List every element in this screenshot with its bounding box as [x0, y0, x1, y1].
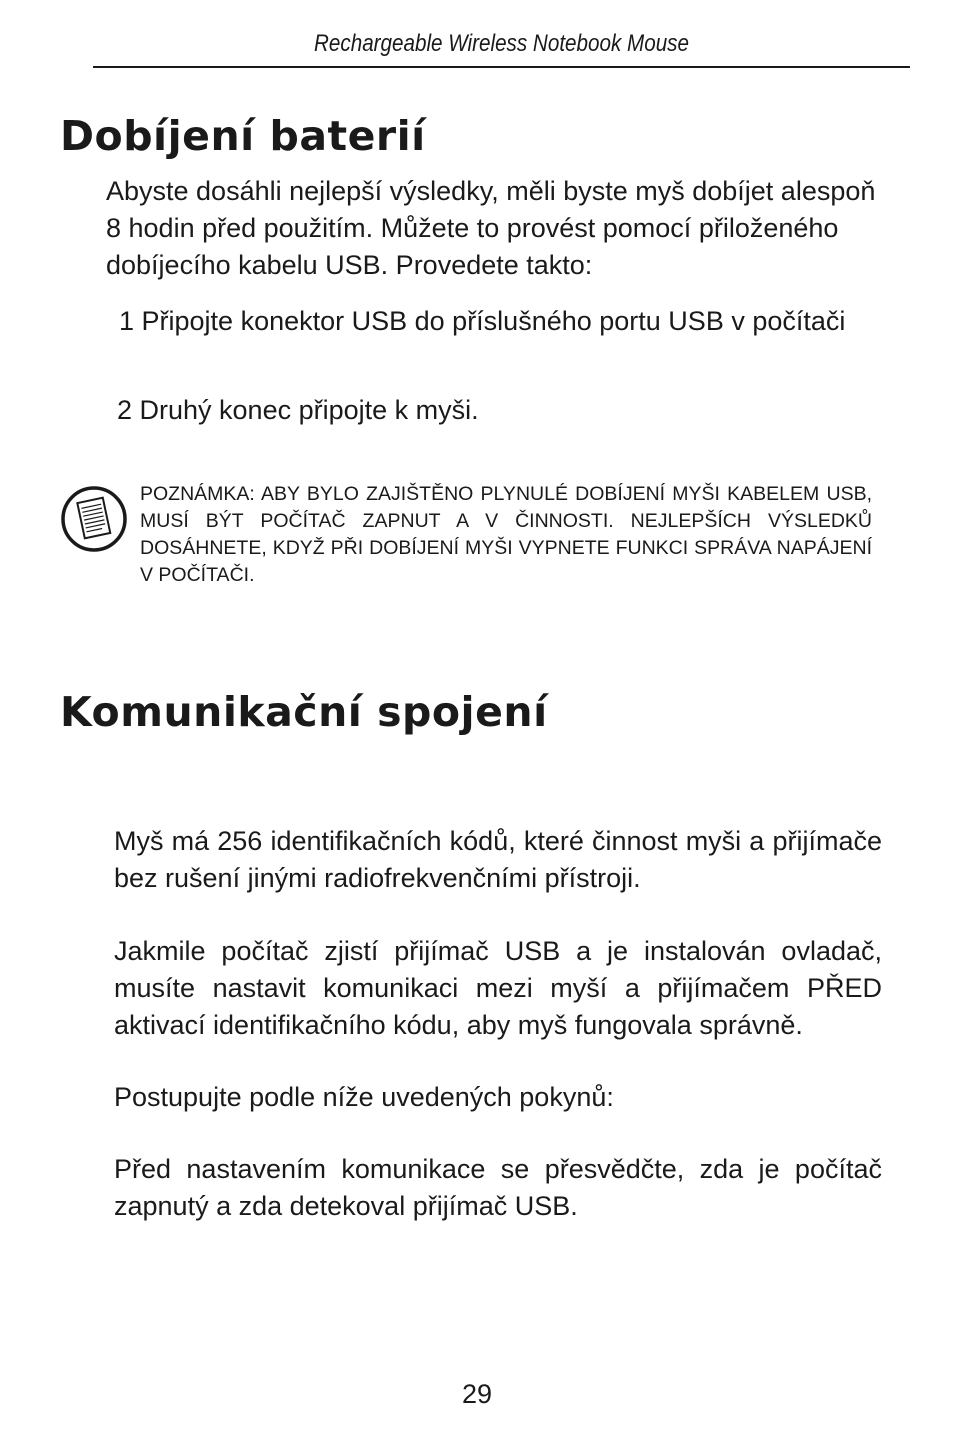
step-1: 1 Připojte konektor USB do příslušného portu USB v počítači	[119, 306, 846, 336]
section-title-communication: Komunikační spojení	[60, 688, 548, 736]
charging-intro: Abyste dosáhli nejlepší výsledky, měli byste myš dobíjet alespoň 8 hodin před použitím. Můžete to provést pomocí přiloženého dobíjecího kabelu USB. Provedete takto:	[106, 176, 876, 280]
running-header: Rechargeable Wireless Notebook Mouse	[314, 30, 689, 57]
page-number: 29	[461, 1379, 493, 1409]
note-text: POZNÁMKA: ABY BYLO ZAJIŠTĚNO PLYNULÉ DOBÍJENÍ MYŠI KABELEM USB, MUSÍ BÝT POČÍTAČ ZAPNUT A V ČINNOSTI. NEJLEPŠÍCH VÝSLEDKŮ DOSÁHNETE, KDYŽ PŘI DOBÍJENÍ MYŠI VYPNETE FUNKCI SPRÁVA NAPÁJENÍ V POČÍTAČI.	[140, 483, 872, 586]
header-rule	[93, 66, 910, 68]
communication-paragraph-3: Postupujte podle níže uvedených pokynů:	[114, 1082, 614, 1112]
step-2: 2 Druhý konec připojte k myši.	[117, 395, 479, 425]
section-title-charging: Dobíjení baterií	[60, 112, 426, 160]
communication-paragraph-2: Jakmile počítač zjistí přijímač USB a je instalován ovladač, musíte nastavit komunikaci mezi myší a přijímačem PŘED aktivací identifikačního kódu, aby myš fungovala správně.	[114, 936, 882, 1040]
communication-paragraph-4: Před nastavením komunikace se přesvědčte, zda je počítač zapnutý a zda detekoval přijímač USB.	[114, 1154, 882, 1221]
notepad-icon	[60, 485, 128, 553]
communication-paragraph-1: Myš má 256 identifikačních kódů, které činnost myši a přijímače bez rušení jinými radiofrekvenčními přístroji.	[114, 826, 882, 893]
